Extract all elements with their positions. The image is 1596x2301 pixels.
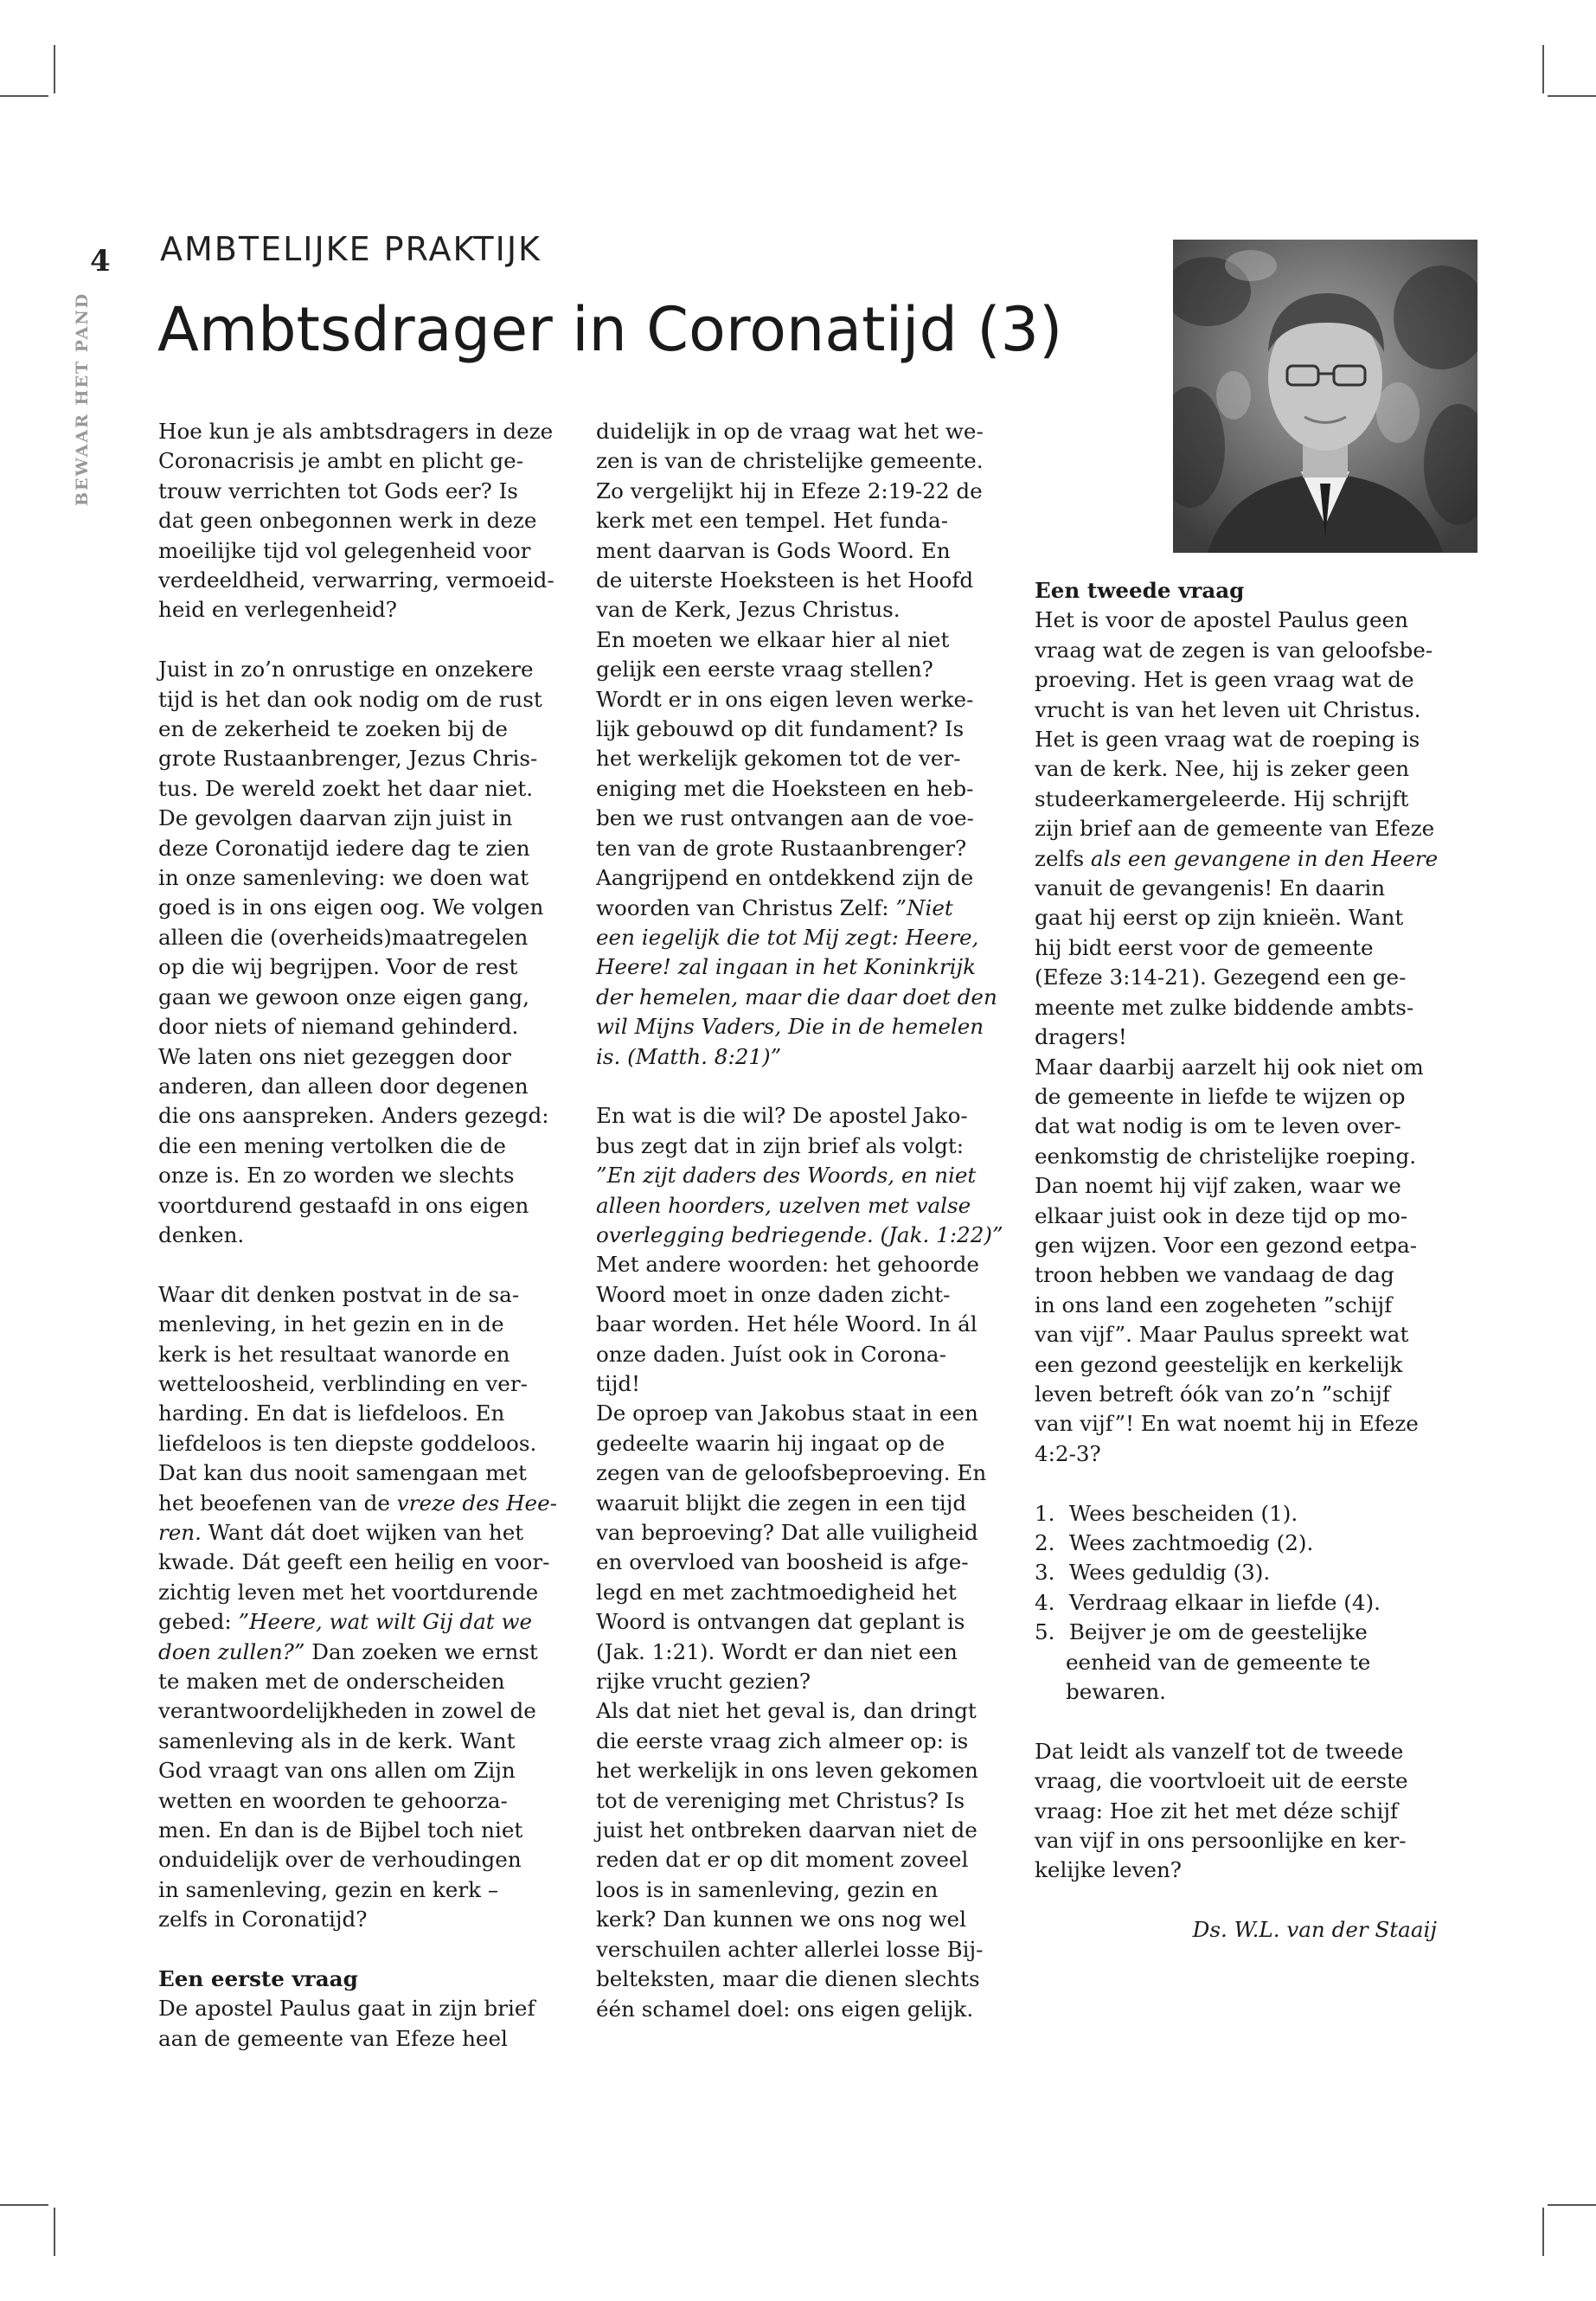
text-line xyxy=(158,1638,574,1667)
numbered-list xyxy=(1035,1499,1450,1708)
crop-mark xyxy=(54,45,55,93)
text-line: kerk? Dan kunnen we ons nog wel xyxy=(596,1907,966,1932)
text-line: waaruit blijkt die zegen in een tijd xyxy=(596,1490,967,1516)
text-line: En wat is die wil? De apostel Jako- xyxy=(596,1103,968,1129)
paragraph xyxy=(1035,1737,1450,1886)
text-line: lijk gebouwd op dit fundament? Is xyxy=(596,716,965,742)
portrait-photo xyxy=(1173,240,1477,553)
text-line: onze is. En zo worden we slechts xyxy=(158,1163,515,1189)
text-line: gedeelte waarin hij ingaat op de xyxy=(596,1430,945,1456)
text-line: studeerkamergeleerde. Hij schrijft xyxy=(1035,785,1409,811)
text-line: duidelijk in op de vraag wat het we- xyxy=(596,419,984,444)
text-line: zegen van de geloofsbeproeving. En xyxy=(596,1460,987,1486)
text-line: hij bidt eerst voor de gemeente xyxy=(1035,934,1374,960)
text-line: Als dat niet het geval is, dan dringt xyxy=(596,1698,977,1724)
text-line: het werkelijk gekomen tot de ver- xyxy=(596,746,961,772)
text-line: gelijk een eerste vraag stellen? xyxy=(596,657,933,683)
text-line: vraag: Hoe zit het met déze schijf xyxy=(1035,1798,1399,1823)
crop-mark xyxy=(0,95,48,97)
emphasis: ren. xyxy=(158,1520,202,1545)
text-line: kelijke leven? xyxy=(1035,1857,1182,1883)
text-line: De apostel Paulus gaat in zijn brief xyxy=(158,1996,535,2022)
crop-mark xyxy=(0,2204,48,2206)
emphasis: ”Niet xyxy=(895,894,953,920)
text-line: zichtig leven met het voortdurende xyxy=(158,1579,539,1605)
text-line: aan de gemeente van Efeze heel xyxy=(158,2025,508,2051)
text-line: die ons aanspreken. Anders gezegd: xyxy=(158,1103,549,1129)
text-line: eenkomstig de christelijke roeping. xyxy=(1035,1143,1417,1169)
text-line: verschuilen achter allerlei losse Bij- xyxy=(596,1936,984,1962)
text-line: Waar dit denken postvat in de sa- xyxy=(158,1281,520,1307)
list-number: 4. xyxy=(1035,1589,1055,1615)
text-line: belteksten, maar die dienen slechts xyxy=(596,1966,980,1992)
article-column-1 xyxy=(158,417,574,2054)
page-title: Ambtsdrager in Coronatijd (3) xyxy=(157,294,1063,365)
paragraph xyxy=(596,1101,1011,2024)
text-line: leven betreft óók van zo’n ”schijf xyxy=(1035,1381,1391,1407)
text-line: men. En dan is de Bijbel toch niet xyxy=(158,1817,523,1843)
text-line: denken. xyxy=(158,1221,245,1247)
text-run: het beoefenen van de xyxy=(158,1490,397,1516)
text-line: En moeten we elkaar hier al niet xyxy=(596,626,950,652)
paragraph xyxy=(158,655,574,1250)
text-line: Dat kan dus nooit samengaan met xyxy=(158,1460,527,1486)
quote-line: wil Mijns Vaders, Die in de hemelen xyxy=(596,1014,984,1040)
emphasis: als een gevangene in den Heere xyxy=(1090,845,1439,871)
text-line: die een mening vertolken die de xyxy=(158,1132,506,1158)
text-line: één schamel doel: ons eigen gelijk. xyxy=(596,1996,974,2022)
text-line: in ons land een zogeheten ”schijf xyxy=(1035,1292,1393,1317)
text-line: We laten ons niet gezeggen door xyxy=(158,1043,511,1069)
text-line xyxy=(596,894,1011,923)
text-line xyxy=(158,1489,574,1518)
list-item xyxy=(1035,1588,1450,1618)
text-line: alleen die (overheids)maatregelen xyxy=(158,924,529,950)
emphasis: doen zullen?” xyxy=(158,1638,305,1664)
quote-line: ”En zijt daders des Woords, en niet xyxy=(596,1163,977,1189)
quote-line: een iegelijk die tot Mij zegt: Heere, xyxy=(596,924,979,950)
text-line: door niets of niemand gehinderd. xyxy=(158,1014,519,1040)
text-line: God vraagt van ons allen om Zijn xyxy=(158,1758,516,1784)
text-line: Het is voor de apostel Paulus geen xyxy=(1035,607,1408,633)
list-item xyxy=(1035,1529,1450,1558)
crop-mark xyxy=(1548,95,1596,97)
text-line: vraag, die voortvloeit uit de eerste xyxy=(1035,1768,1408,1794)
text-line: Dan noemt hij vijf zaken, waar we xyxy=(1035,1173,1401,1199)
text-line: De gevolgen daarvan zijn juist in xyxy=(158,805,513,831)
text-line: van vijf”! En wat noemt hij in Efeze xyxy=(1035,1411,1419,1437)
text-run: zelfs xyxy=(1035,845,1091,871)
text-line: Het is geen vraag wat de roeping is xyxy=(1035,727,1420,753)
list-item xyxy=(1035,1499,1450,1529)
text-line: deze Coronatijd iedere dag te zien xyxy=(158,835,530,861)
text-line: ment daarvan is Gods Woord. En xyxy=(596,537,951,563)
text-line: trouw verrichten tot Gods eer? Is xyxy=(158,478,518,503)
subheading: Een eerste vraag xyxy=(158,1966,358,1992)
quote-line: is. (Matth. 8:21)” xyxy=(596,1043,782,1069)
text-line: gaan we gewoon onze eigen gang, xyxy=(158,984,529,1009)
list-number: 2. xyxy=(1035,1529,1055,1555)
text-line: Dat leidt als vanzelf tot de tweede xyxy=(1035,1738,1404,1764)
text-run: woorden van Christus Zelf: xyxy=(596,894,896,920)
text-line: dragers! xyxy=(1035,1024,1127,1050)
text-line: anderen, dan alleen door degenen xyxy=(158,1073,529,1099)
text-line: troon hebben we vandaag de dag xyxy=(1035,1262,1394,1288)
text-line: in samenleving, gezin en kerk – xyxy=(158,1876,499,1902)
list-text: Wees geduldig (3). xyxy=(1068,1560,1271,1586)
text-line: dat geen onbegonnen werk in deze xyxy=(158,508,537,534)
text-line: dat wat nodig is om te leven over- xyxy=(1035,1113,1401,1139)
text-line: van beproeving? Dat alle vuiligheid xyxy=(596,1520,978,1546)
text-line: te maken met de onderscheiden xyxy=(158,1669,505,1695)
text-line: kwade. Dát geeft een heilig en voor- xyxy=(158,1549,550,1575)
text-line: van vijf”. Maar Paulus spreekt wat xyxy=(1035,1322,1409,1348)
text-line: baar worden. Het héle Woord. In ál xyxy=(596,1311,977,1337)
text-line: zijn brief aan de gemeente van Efeze xyxy=(1035,816,1435,842)
text-line: vraag wat de zegen is van geloofsbe- xyxy=(1035,637,1433,663)
text-line: in onze samenleving: we doen wat xyxy=(158,865,529,891)
text-line: en overvloed van boosheid is afge- xyxy=(596,1549,969,1575)
text-line: tijd is het dan ook nodig om de rust xyxy=(158,686,542,712)
quote-line: der hemelen, maar die daar doet den xyxy=(596,984,997,1009)
text-line: menleving, in het gezin en in de xyxy=(158,1311,504,1337)
list-text: Beijver je om de geestelijke xyxy=(1068,1619,1368,1645)
text-line: zelfs in Coronatijd? xyxy=(158,1907,368,1932)
text-line: een gezond geestelijk en kerkelijk xyxy=(1035,1351,1403,1377)
text-line: Wordt er in ons eigen leven werke- xyxy=(596,686,974,712)
crop-mark xyxy=(1548,2204,1596,2206)
text-run: Want dát doet wijken van het xyxy=(201,1520,524,1545)
list-text: eenheid van de gemeente te xyxy=(1066,1649,1371,1675)
crop-mark xyxy=(54,2208,55,2256)
text-line: wetteloosheid, verblinding en ver- xyxy=(158,1370,528,1396)
list-item xyxy=(1035,1618,1450,1707)
list-text: Wees bescheiden (1). xyxy=(1068,1500,1298,1526)
text-line: bus zegt dat in zijn brief als volgt: xyxy=(596,1132,964,1158)
text-line: en de zekerheid te zoeken bij de xyxy=(158,716,508,742)
text-line: liefdeloos is ten diepste goddeloos. xyxy=(158,1430,537,1456)
text-line: kerk met een tempel. Het funda- xyxy=(596,508,949,534)
text-line: 4:2-3? xyxy=(1035,1440,1101,1466)
emphasis: ”Heere, wat wilt Gij dat we xyxy=(238,1609,533,1635)
text-line: wetten en woorden te gehoorza- xyxy=(158,1787,508,1813)
text-line: verantwoordelijkheden in zowel de xyxy=(158,1698,536,1724)
text-line: Coronacrisis je ambt en plicht ge- xyxy=(158,448,524,474)
text-line: tijd! xyxy=(596,1370,641,1396)
list-text: bewaren. xyxy=(1066,1679,1166,1705)
text-line: van de kerk. Nee, hij is zeker geen xyxy=(1035,756,1410,782)
paragraph xyxy=(1035,576,1450,1469)
text-line xyxy=(158,1607,574,1637)
quote-line: alleen hoorders, uzelven met valse xyxy=(596,1192,971,1218)
text-line: Juist in zo’n onrustige en onzekere xyxy=(158,657,534,683)
text-line: vanuit de gevangenis! En daarin xyxy=(1035,875,1386,901)
paragraph xyxy=(158,1965,574,2054)
text-line: op die wij begrijpen. Voor de rest xyxy=(158,954,518,980)
text-line: meente met zulke biddende ambts- xyxy=(1035,994,1414,1020)
paragraph xyxy=(158,417,574,625)
list-text: Wees zachtmoedig (2). xyxy=(1068,1529,1314,1555)
text-line: grote Rustaanbrenger, Jezus Chris- xyxy=(158,746,538,772)
list-item xyxy=(1035,1558,1450,1587)
text-line xyxy=(158,1518,574,1548)
text-line: zen is van de christelijke gemeente. xyxy=(596,448,984,474)
portrait-icon xyxy=(1173,240,1477,553)
text-line: vrucht is van het leven uit Christus. xyxy=(1035,696,1421,722)
text-line: de gemeente in liefde te wijzen op xyxy=(1035,1083,1406,1109)
text-line: gaat hij eerst op zijn knieën. Want xyxy=(1035,905,1404,931)
text-line: Woord is ontvangen dat geplant is xyxy=(596,1609,965,1635)
quote-line: overlegging bedriegende. (Jak. 1:22)” xyxy=(596,1221,1003,1247)
emphasis: vreze des Hee- xyxy=(396,1490,557,1516)
text-line: Aangrijpend en ontdekkend zijn de xyxy=(596,865,974,891)
text-line: gen wijzen. Voor een gezond eetpa- xyxy=(1035,1232,1418,1258)
text-line: Met andere woorden: het gehoorde xyxy=(596,1252,979,1278)
text-line: eniging met die Hoeksteen en heb- xyxy=(596,775,974,801)
text-run: Dan zoeken we ernst xyxy=(304,1638,538,1664)
text-line: verdeeldheid, verwarring, vermoeid- xyxy=(158,567,554,593)
list-number: 5. xyxy=(1035,1619,1055,1645)
text-line: moeilijke tijd vol gelegenheid voor xyxy=(158,537,531,563)
text-line: juist het ontbreken daarvan niet de xyxy=(596,1817,977,1843)
text-line: heid en verlegenheid? xyxy=(158,597,397,623)
list-number: 3. xyxy=(1035,1560,1055,1586)
section-label: AMBTELIJKE PRAKTIJK xyxy=(160,230,542,268)
text-line xyxy=(1035,844,1450,874)
text-line: legd en met zachtmoedigheid het xyxy=(596,1579,957,1605)
text-line: Maar daarbij aarzelt hij ook niet om xyxy=(1035,1054,1424,1080)
paragraph xyxy=(158,1280,574,1935)
text-line: loos is in samenleving, gezin en xyxy=(596,1876,939,1902)
text-line: kerk is het resultaat wanorde en xyxy=(158,1341,510,1367)
crop-mark xyxy=(1542,45,1544,93)
text-line: goed is in ons eigen oog. We volgen xyxy=(158,894,544,920)
text-line: (Efeze 3:14-21). Gezegend een ge- xyxy=(1035,965,1407,990)
text-line: (Jak. 1:21). Wordt er dan niet een xyxy=(596,1638,958,1664)
text-line: ben we rust ontvangen aan de voe- xyxy=(596,805,974,831)
article-column-3 xyxy=(1035,576,1450,1945)
text-run: gebed: xyxy=(158,1609,239,1635)
text-line: Hoe kun je als ambtsdragers in deze xyxy=(158,419,554,444)
text-line: tot de vereniging met Christus? Is xyxy=(596,1787,965,1813)
text-line: het werkelijk in ons leven gekomen xyxy=(596,1758,978,1784)
text-line: ten van de grote Rustaanbrenger? xyxy=(596,835,967,861)
quote-line: Heere! zal ingaan in het Koninkrijk xyxy=(596,954,977,980)
text-line: van de Kerk, Jezus Christus. xyxy=(596,597,901,623)
text-line: die eerste vraag zich almeer op: is xyxy=(596,1727,969,1753)
text-line: tus. De wereld zoekt het daar niet. xyxy=(158,775,534,801)
text-line: onze daden. Juíst ook in Corona- xyxy=(596,1341,946,1367)
text-line: reden dat er op dit moment zoveel xyxy=(596,1847,969,1873)
text-line: Woord moet in onze daden zicht- xyxy=(596,1281,951,1307)
text-line: samenleving als in de kerk. Want xyxy=(158,1727,516,1753)
text-line: harding. En dat is liefdeloos. En xyxy=(158,1400,505,1426)
text-line: De oproep van Jakobus staat in een xyxy=(596,1400,978,1426)
text-line: voortdurend gestaafd in ons eigen xyxy=(158,1192,529,1218)
text-line: rijke vrucht gezien? xyxy=(596,1669,811,1695)
text-line: de uiterste Hoeksteen is het Hoofd xyxy=(596,567,974,593)
text-line: elkaar juist ook in deze tijd op mo- xyxy=(1035,1202,1408,1228)
author-signature: Ds. W.L. van der Staaij xyxy=(1192,1917,1437,1943)
text-line: van vijf in ons persoonlijke en ker- xyxy=(1035,1828,1407,1854)
page-number: 4 xyxy=(90,244,111,279)
list-number: 1. xyxy=(1035,1500,1055,1526)
paragraph xyxy=(596,417,1011,1072)
text-line: onduidelijk over de verhoudingen xyxy=(158,1847,522,1873)
subheading: Een tweede vraag xyxy=(1035,578,1245,603)
list-text: Verdraag elkaar in liefde (4). xyxy=(1068,1589,1381,1615)
text-line: proeving. Het is geen vraag wat de xyxy=(1035,667,1414,693)
crop-mark xyxy=(1542,2208,1544,2256)
text-line: Zo vergelijkt hij in Efeze 2:19-22 de xyxy=(596,478,983,503)
article-column-2 xyxy=(596,417,1011,2024)
side-label: BEWAAR HET PAND xyxy=(73,292,92,506)
